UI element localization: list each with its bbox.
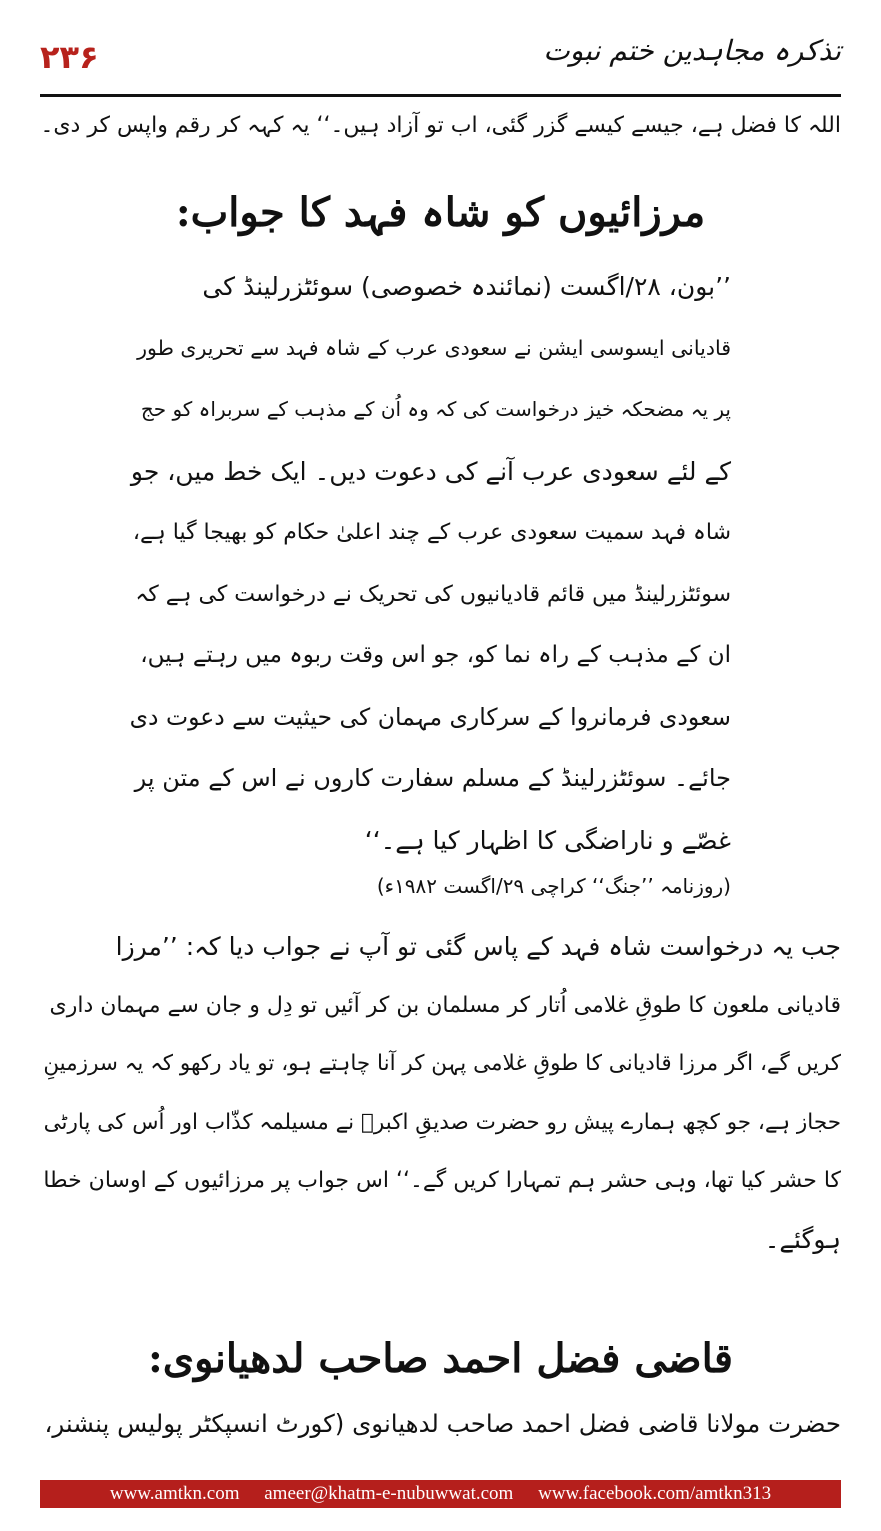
quote-line: کے لئے سعودی عرب آنے کی دعوت دیں۔ ایک خط میں، جو — [130, 456, 731, 486]
quote-line: غصّے و ناراضگی کا اظہار کیا ہے۔‘‘ — [364, 825, 731, 855]
quote-line: ان کے مذہب کے راہ نما کو، جو اس وقت ربوہ میں رہتے ہیں، — [140, 642, 731, 668]
quote-line: قادیانی ایسوسی ایشن نے سعودی عرب کے شاہ فہد سے تحریری طور — [137, 335, 731, 360]
quote-line: سوئٹزرلینڈ میں قائم قادیانیوں کی تحریک نے درخواست کی ہے کہ — [135, 581, 731, 607]
footer-facebook-link[interactable]: www.facebook.com/amtkn313 — [538, 1483, 772, 1504]
body-line: حجاز ہے، جو کچھ ہمارے پیش رو حضرت صدیقِ اکبرؓ نے مسیلمہ کذّاب اور اُس کی پارٹی — [43, 1109, 841, 1135]
continued-line: اللہ کا فضل ہے، جیسے کیسے گزر گئی، اب تو آزاد ہیں۔‘‘ یہ کہہ کر رقم واپس کر دی۔ — [40, 113, 841, 138]
quote-line: ’’بون، ۲۸/اگست (نمائندہ خصوصی) سوئٹزرلینڈ کی — [202, 272, 731, 301]
book-title: تذکرہ مجاہدین ختم نبوت — [543, 34, 841, 67]
body-line: جب یہ درخواست شاہ فہد کے پاس گئی تو آپ نے جواب دیا کہ: ’’مرزا — [115, 932, 841, 961]
body-line: کا حشر کیا تھا، وہی حشر ہم تمہارا کریں گے۔‘‘ اس جواب پر مرزائیوں کے اوسان خطا — [43, 1168, 841, 1193]
footer-website-link[interactable]: www.amtkn.com — [109, 1483, 240, 1504]
footer-bar — [40, 1480, 841, 1508]
section-heading-shah-fahd: مرزائیوں کو شاہ فہد کا جواب: — [175, 189, 706, 236]
quote-line: شاہ فہد سمیت سعودی عرب کے چند اعلیٰ حکام کو بھیجا گیا ہے، — [132, 520, 731, 545]
footer-email-link[interactable]: ameer@khatm-e-nubuwwat.com — [264, 1483, 514, 1504]
body-line: کریں گے، اگر مرزا قادیانی کا طوقِ غلامی پہن کر آنا چاہتے ہو، تو یاد رکھو کہ یہ سرزمینِ — [43, 1051, 841, 1076]
quote-line: پر یہ مضحکہ خیز درخواست کی کہ وہ اُن کے مذہب کے سربراہ کو حج — [140, 397, 731, 421]
body-line: ہوگئے۔ — [764, 1224, 841, 1254]
section-heading-qazi-fazal-ahmad: قاضی فضل احمد صاحب لدھیانوی: — [148, 1335, 733, 1382]
body-line: قادیانی ملعون کا طوقِ غلامی اُتار کر مسلمان بن کر آئیں تو دِل و جان سے مہمان داری — [49, 992, 841, 1018]
news-quote — [131, 256, 731, 871]
quote-line: جائے۔ سوئٹزرلینڈ کے مسلم سفارت کاروں نے اس کے متن پر — [134, 764, 731, 792]
newspaper-citation: (روزنامہ ’’جنگ‘‘ کراچی ۲۹/اگست ۱۹۸۲ء) — [376, 874, 731, 898]
page-number: ۲۳۶ — [40, 38, 99, 76]
page-header — [40, 30, 841, 92]
body-paragraph — [40, 918, 841, 1269]
header-divider — [40, 94, 841, 97]
biography-opening-line: حضرت مولانا قاضی فضل احمد صاحب لدھیانوی (کورٹ انسپکٹر پولیس پنشنر، — [44, 1409, 841, 1438]
quote-line: سعودی فرمانروا کے سرکاری مہمان کی حیثیت سے دعوت دی — [129, 702, 731, 731]
